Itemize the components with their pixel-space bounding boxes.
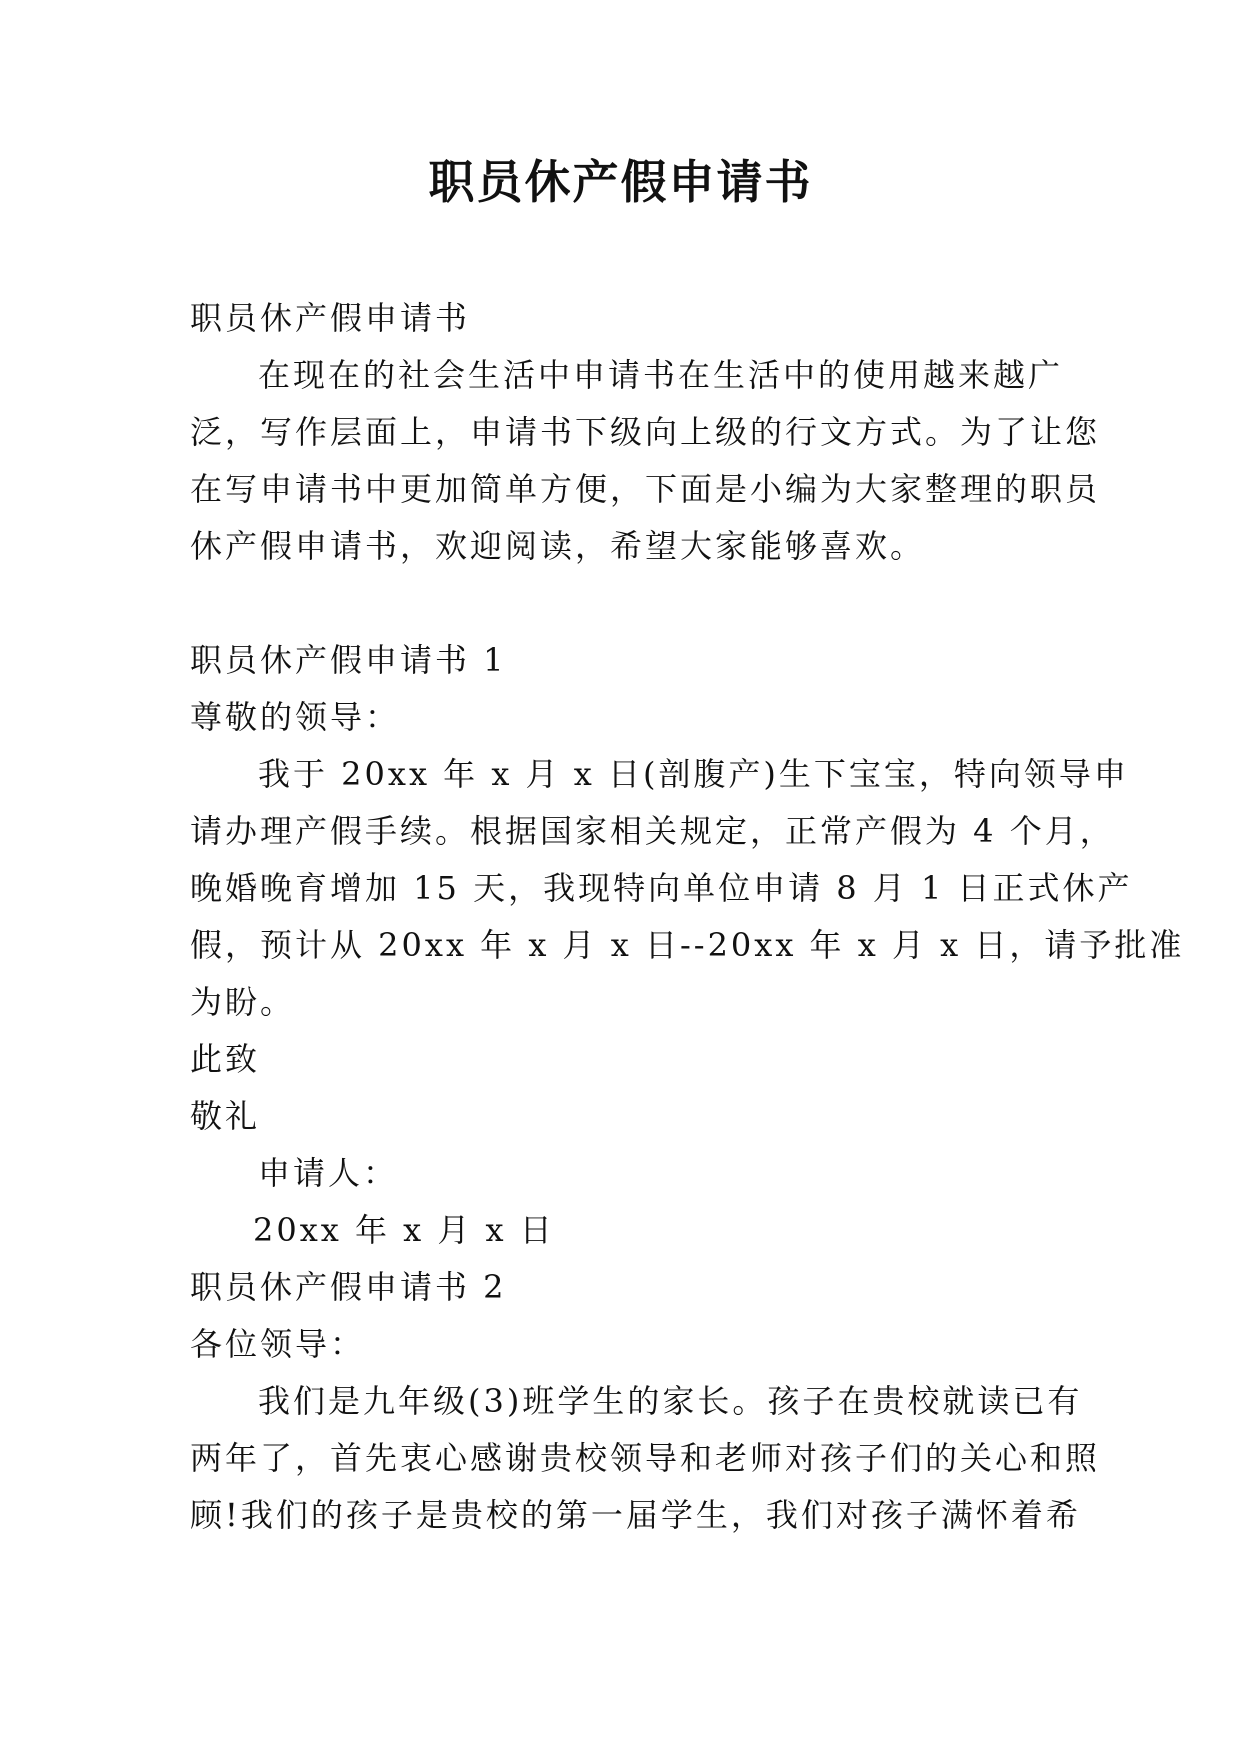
letter1-salutation: 尊敬的领导： xyxy=(190,698,401,736)
letter2-line-1: 我们是九年级(3)班学生的家长。孩子在贵校就读已有 xyxy=(258,1382,1083,1420)
letter1-heading: 职员休产假申请书 1 xyxy=(190,641,507,679)
letter1-line-1: 我于 20xx 年 x 月 x 日(剖腹产)生下宝宝，特向领导申 xyxy=(258,755,1129,793)
intro-heading: 职员休产假申请书 xyxy=(190,299,471,337)
letter1-applicant: 申请人： xyxy=(258,1154,399,1192)
letter2-heading: 职员休产假申请书 2 xyxy=(190,1268,507,1306)
document-title: 职员休产假申请书 xyxy=(428,155,813,209)
letter1-line-5: 为盼。 xyxy=(190,983,296,1021)
letter1-closing-1: 此致 xyxy=(190,1040,261,1078)
intro-line-3: 在写申请书中更加简单方便，下面是小编为大家整理的职员 xyxy=(190,470,1101,508)
letter2-salutation: 各位领导： xyxy=(190,1325,366,1363)
letter1-closing-2: 敬礼 xyxy=(190,1097,261,1135)
letter1-line-4: 假，预计从 20xx 年 x 月 x 日--20xx 年 x 月 x 日，请予批准 xyxy=(190,926,1185,964)
intro-line-2: 泛，写作层面上，申请书下级向上级的行文方式。为了让您 xyxy=(190,413,1101,451)
letter2-line-3: 顾!我们的孩子是贵校的第一届学生，我们对孩子满怀着希 xyxy=(190,1496,1081,1534)
letter2-line-2: 两年了，首先衷心感谢贵校领导和老师对孩子们的关心和照 xyxy=(190,1439,1101,1477)
letter1-line-3: 晚婚晚育增加 15 天，我现特向单位申请 8 月 1 日正式休产 xyxy=(190,869,1133,907)
letter1-line-2: 请办理产假手续。根据国家相关规定，正常产假为 4 个月， xyxy=(190,812,1115,850)
letter1-date: 20xx 年 x 月 x 日 xyxy=(253,1211,555,1249)
intro-line-1: 在现在的社会生活中申请书在生活中的使用越来越广 xyxy=(258,356,1064,394)
intro-line-4: 休产假申请书，欢迎阅读，希望大家能够喜欢。 xyxy=(190,527,926,565)
